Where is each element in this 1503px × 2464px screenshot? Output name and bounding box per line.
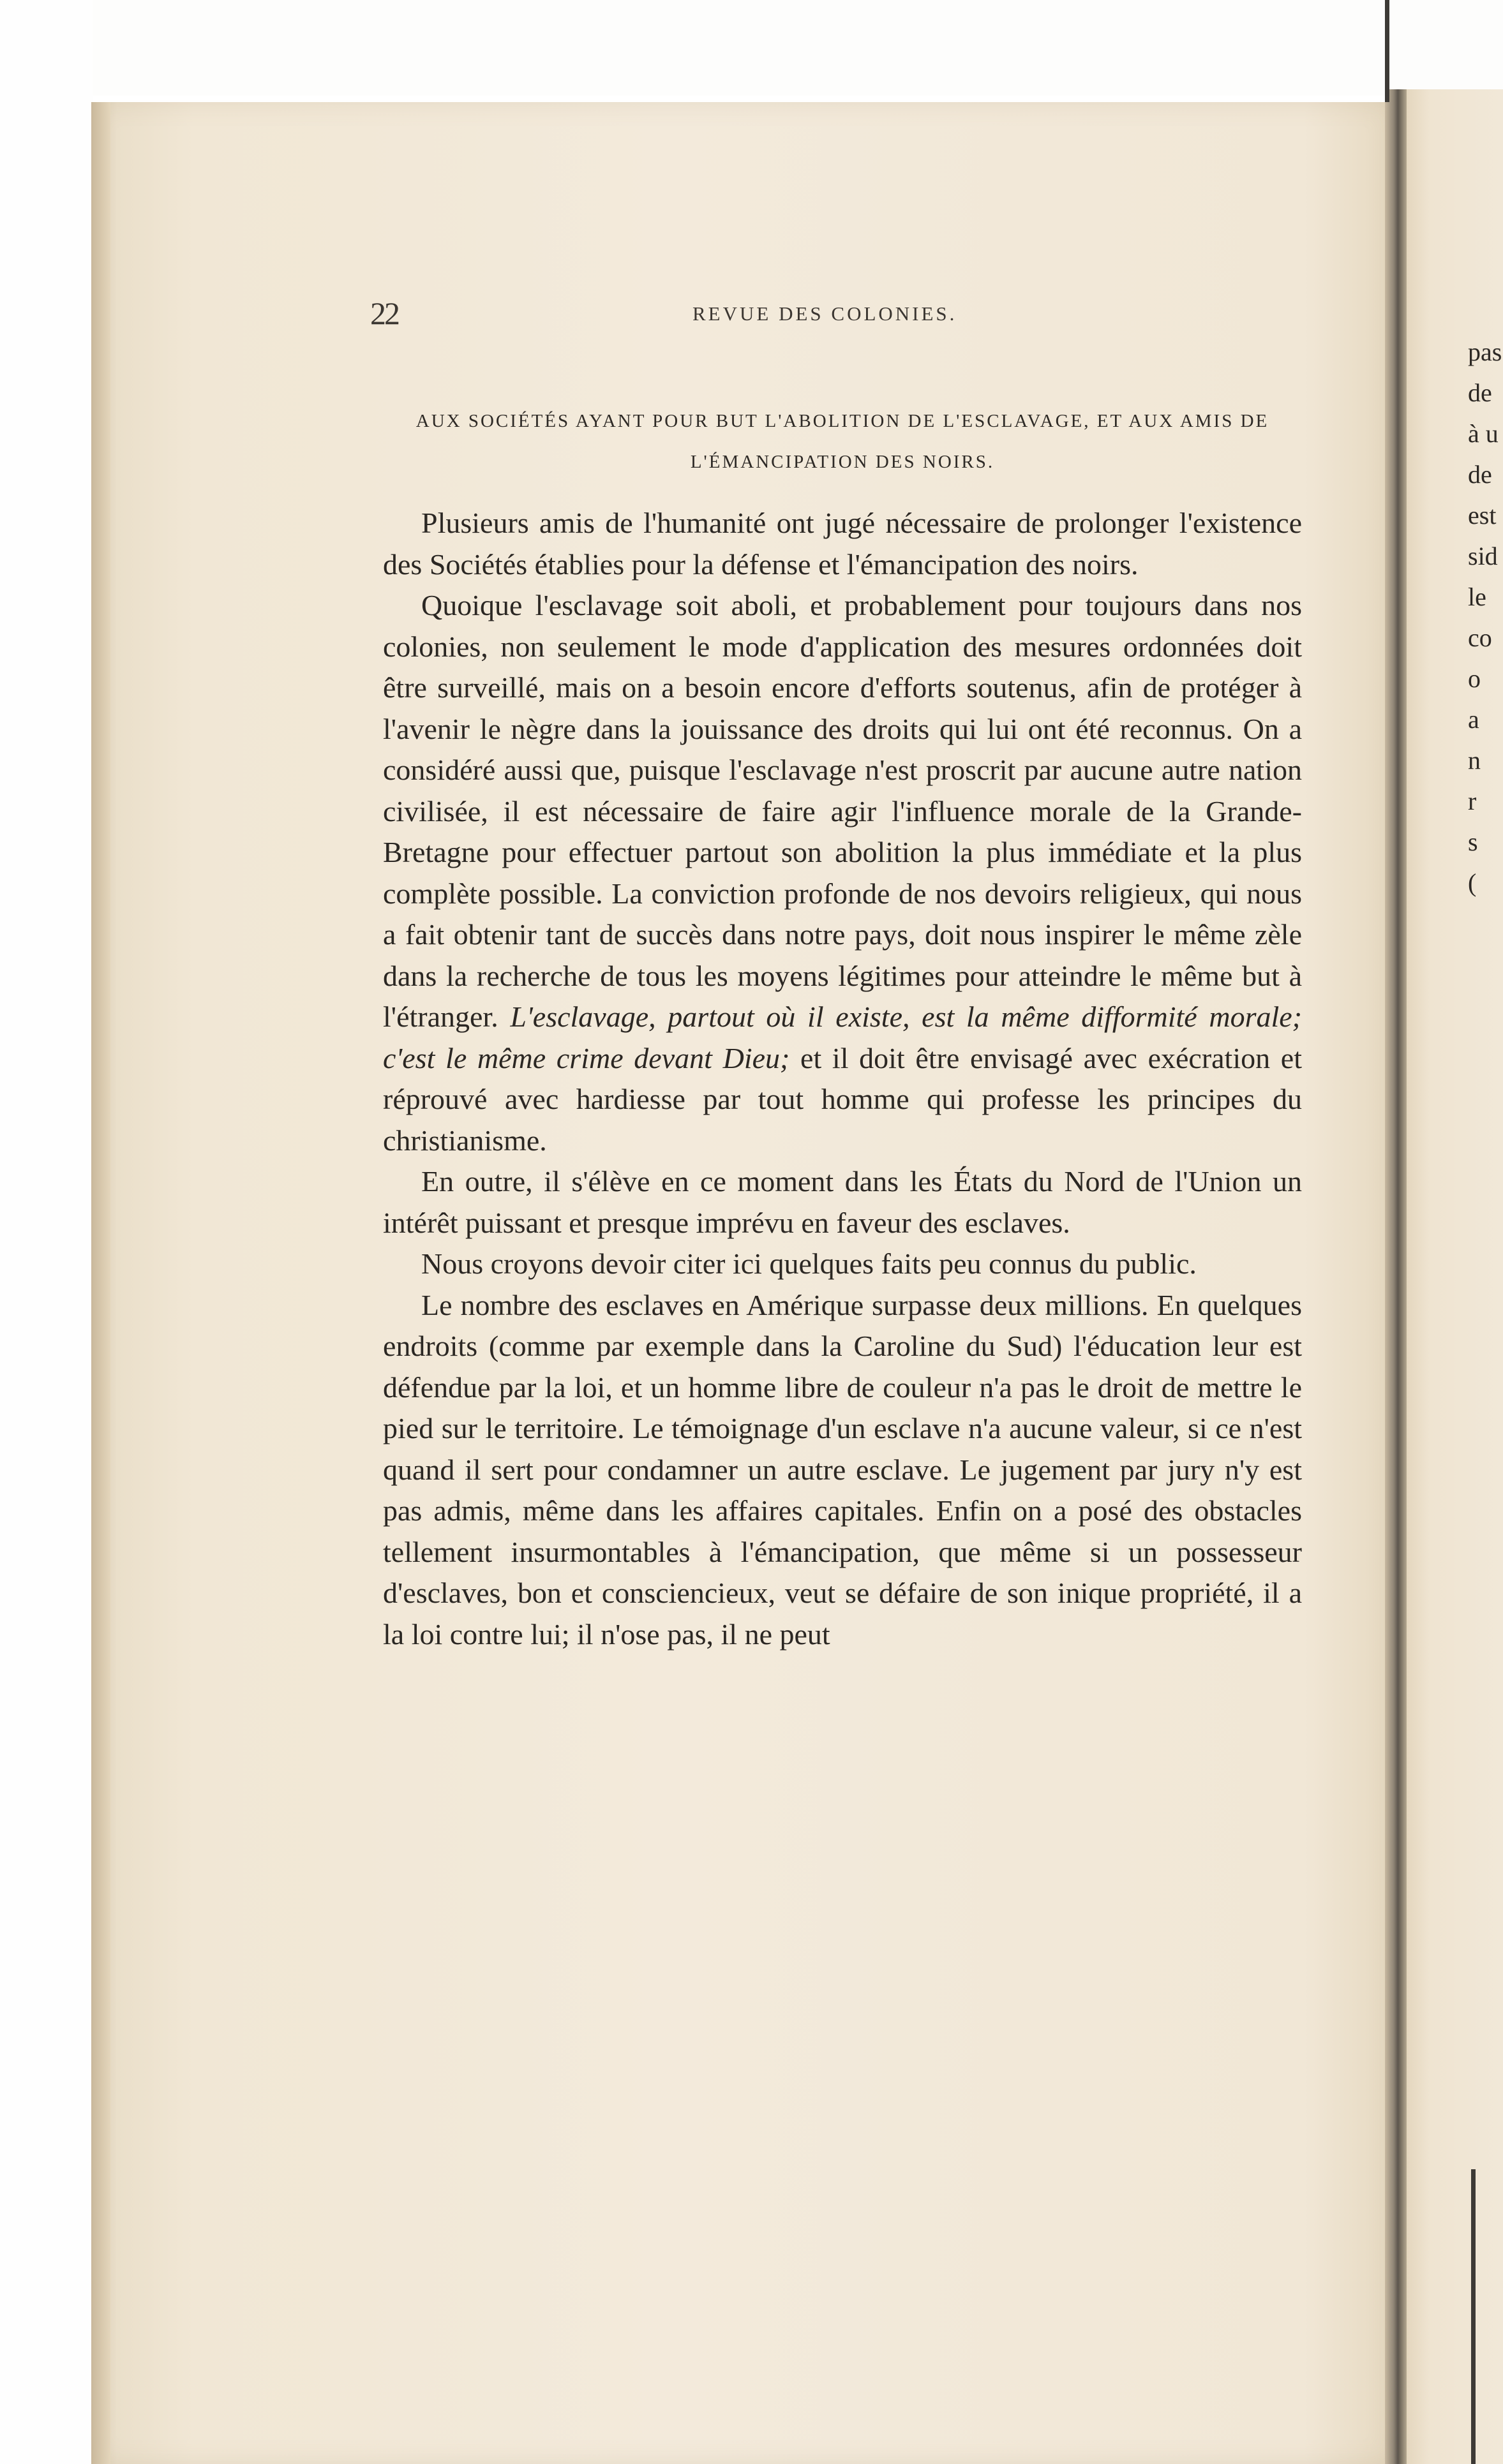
paragraph-1: Plusieurs amis de l'humanité ont jugé nécessaire de prolonger l'existence des Sociétés établies pour la défense et l'émancipation des noirs. — [383, 507, 1302, 581]
facing-page-fragment: r — [1468, 787, 1477, 815]
facing-page-fragment: de — [1468, 378, 1492, 407]
section-heading: AUX SOCIÉTÉS AYANT POUR BUT L'ABOLITION DE L'ESCLAVAGE, ET AUX AMIS DE L'ÉMANCIPATION DES NOIRS. — [415, 411, 1269, 472]
page-number: 22 — [370, 295, 398, 331]
facing-page-fragment: à u — [1468, 419, 1499, 448]
book-gutter — [1385, 89, 1407, 2464]
facing-page-fragment: a — [1468, 705, 1479, 734]
facing-page-fragment: le — [1468, 583, 1486, 611]
paragraph-5: Le nombre des esclaves en Amérique surpasse deux millions. En quelques endroits (comme par exemple dans la Caroline du Sud) l'éducation leur est défendue par la loi, et un homme libre de couleur n'a pas le droit de mettre le pied sur le territoire. Le témoignage d'un esclave n'a aucune valeur, si ce n'est quand il sert pour condamner un autre esclave. Le jugement par jury n'y est pas admis, même dans les affaires capitales. Enfin on a posé des obstacles tellement insurmontables à l'émancipation, que même si un possesseur d'esclaves, bon et consciencieux, veut se défaire de son inique propriété, il a la loi contre lui; il n'ose pas, il ne peut — [383, 1288, 1302, 1651]
spine-line-bottom — [1471, 2169, 1476, 2464]
paragraph-2-italic: L'esclavage, partout où il existe, est la même difformité morale; c'est le même crime devant Dieu; — [383, 1000, 1302, 1074]
facing-page-fragment: co — [1468, 623, 1492, 652]
facing-page-fragment: o — [1468, 664, 1481, 693]
scan-background — [0, 0, 1503, 96]
body-text — [383, 503, 1302, 1655]
facing-page-fragment: est — [1468, 501, 1497, 530]
facing-page-fragment: pas — [1468, 338, 1502, 366]
paragraph-3: En outre, il s'élève en ce moment dans les États du Nord de l'Union un intérêt puissant et presque imprévu en faveur des esclaves. — [383, 1165, 1302, 1239]
left-page-edge — [91, 102, 110, 2464]
spine-line-top — [1385, 0, 1389, 102]
facing-page-fragment: de — [1468, 460, 1492, 489]
facing-page-fragment: s — [1468, 828, 1478, 856]
facing-page-fragment: n — [1468, 746, 1481, 775]
paragraph-2-text-end: et il doit être envisagé avec exécration et réprouvé avec hardiesse par tout homme qui professe les principes du christianisme. — [383, 1041, 1302, 1157]
page-header — [370, 295, 1315, 333]
paragraph-2-text: Quoique l'esclavage soit aboli, et probablement pour toujours dans nos colonies, non seulement le mode d'application des mesures ordonnées doit être surveillé, mais on a besoin encore d'efforts soutenus, afin de protéger à l'avenir le nègre dans la jouissance des droits qui lui ont été reconnus. On a considéré aussi que, puisque l'esclavage n'est proscrit par aucune autre nation civilisée, il est nécessaire de faire agir l'influence morale de la Grande-Bretagne pour effectuer partout son abolition la plus immédiate et la plus complète possible. La conviction profonde de nos devoirs religieux, qui nous a fait obtenir tant de succès dans notre pays, doit nous inspirer le même zèle dans la recherche de tous les moyens légitimes pour atteindre le même but à l'étranger. — [383, 589, 1302, 1033]
facing-page-fragment: ( — [1468, 868, 1477, 897]
running-title: REVUE DES COLONIES. — [692, 302, 957, 325]
facing-page-fragment: sid — [1468, 542, 1498, 570]
paragraph-4: Nous croyons devoir citer ici quelques faits peu connus du public. — [421, 1247, 1197, 1280]
scan-margin — [0, 0, 93, 2464]
paragraph-2 — [383, 585, 1302, 1161]
facing-page-fragments — [1468, 332, 1503, 903]
